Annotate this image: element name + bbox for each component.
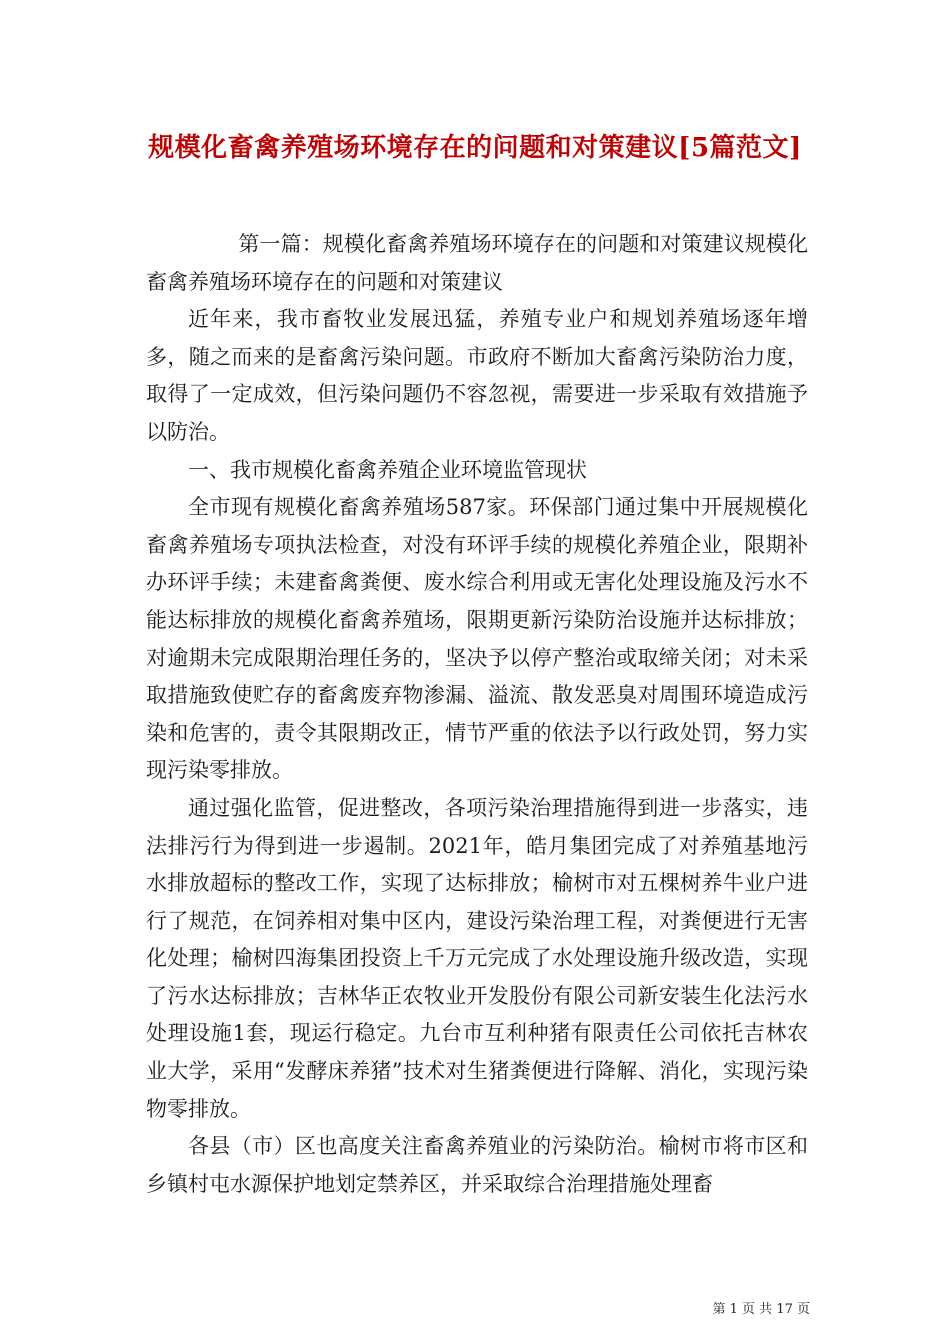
paragraph: 近年来，我市畜牧业发展迅猛，养殖专业户和规划养殖场逐年增多，随之而来的是畜禽污染问题。市政府不断加大畜禽污染防治力度，取得了一定成效，但污染问题仍不容忽视，需要进一步采取有效措施予以防治。	[146, 307, 808, 444]
paragraph-heading-first: 第一篇：规模化畜禽养殖场环境存在的问题和对策建议规模化畜禽养殖场环境存在的问题和对策建议	[146, 232, 808, 294]
paragraph: 全市现有规模化畜禽养殖场587家。环保部门通过集中开展规模化畜禽养殖场专项执法检查，对没有环评手续的规模化养殖企业，限期补办环评手续；未建畜禽粪便、废水综合利用或无害化处理设施及污水不能达标排放的规模化畜禽养殖场，限期更新污染防治设施并达标排放；对逾期未完成限期治理任务的，坚决予以停产整治或取缔关闭；对未采取措施致使贮存的畜禽废弃物渗漏、溢流、散发恶臭对周围环境造成污染和危害的，责令其限期改正，情节严重的依法予以行政处罚，努力实现污染零排放。	[146, 495, 808, 783]
section-heading: 一、我市规模化畜禽养殖企业环境监管现状	[188, 457, 587, 482]
document-body	[146, 226, 808, 1203]
paragraph: 通过强化监管，促进整改，各项污染治理措施得到进一步落实，违法排污行为得到进一步遏制。2021年，皓月集团完成了对养殖基地污水排放超标的整改工作，实现了达标排放；榆树市对五棵树养牛业户进行了规范，在饲养相对集中区内，建设污染治理工程，对粪便进行无害化处理；榆树四海集团投资上千万元完成了水处理设施升级改造，实现了污水达标排放；吉林华正农牧业开发股份有限公司新安装生化法污水处理设施1套，现运行稳定。九台市互利种猪有限责任公司依托吉林农业大学，采用“发酵床养猪”技术对生猪粪便进行降解、消化，实现污染物零排放。	[146, 795, 808, 1121]
paragraph: 各县（市）区也高度关注畜禽养殖业的污染防治。榆树市将市区和乡镇村屯水源保护地划定禁养区，并采取综合治理措施处理畜	[146, 1134, 808, 1196]
page-number: 第 1 页 共 17 页	[712, 1302, 810, 1317]
document-title: 规模化畜禽养殖场环境存在的问题和对策建议[5篇范文]	[148, 133, 802, 163]
